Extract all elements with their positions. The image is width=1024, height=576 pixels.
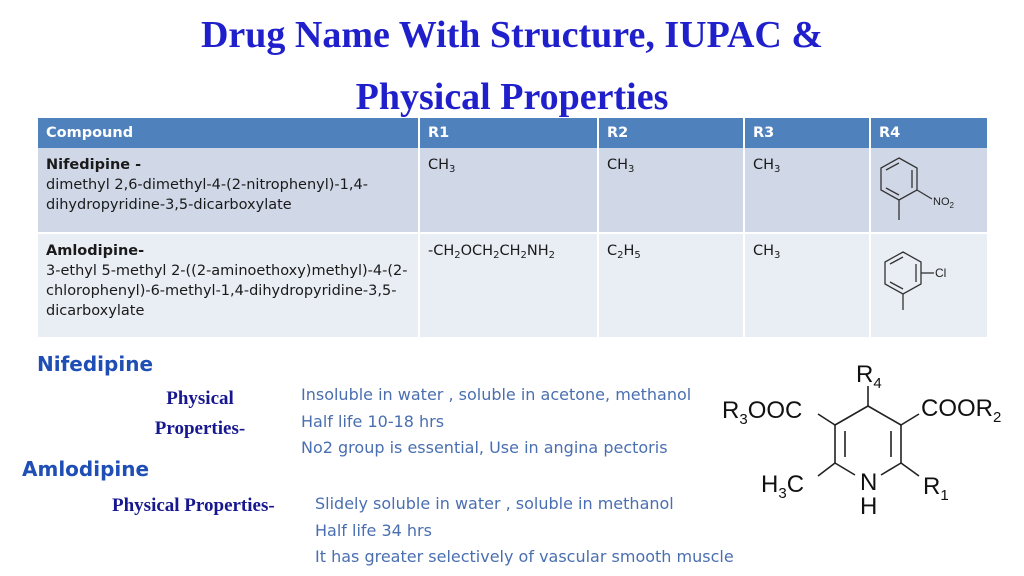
- list-item: Half life 34 hrs: [315, 520, 432, 540]
- title-line-2: Physical Properties: [355, 76, 669, 118]
- cell-r2: $CH_3$: [598, 148, 744, 233]
- table-row-amlodipine: [38, 233, 988, 337]
- cell-r2: $C_2H_5$: [598, 233, 744, 337]
- methyl-label: $H_3C$: [761, 471, 805, 502]
- compound-iupac: dimethyl 2,6-dimethyl-4-(2-nitrophenyl)-1,4-dihydropyridine-3,5-dicarboxylate: [46, 177, 368, 213]
- cell-r3: $CH_3$: [744, 233, 870, 337]
- nitrophenyl-structure: [871, 148, 989, 230]
- amlodipine-heading: Amlodipine: [22, 457, 150, 481]
- list-item: No2 group is essential, Use in angina pectoris: [301, 438, 668, 457]
- r2-ester-label: $COOR_2$: [921, 395, 1002, 426]
- header-compound: Compound: [38, 118, 419, 148]
- r1-label: $R_1$: [923, 473, 949, 504]
- compound-name: Amlodipine-: [46, 243, 145, 259]
- nifedipine-properties-list: [301, 382, 691, 462]
- svg-text:NO2: $NO_2$: [933, 196, 954, 210]
- nitrogen-label: N: [860, 469, 878, 496]
- list-item: Slidely soluble in water , soluble in methanol: [315, 494, 674, 513]
- drug-substituent-table: [38, 118, 989, 337]
- svg-text:Cl: Cl: [935, 266, 947, 280]
- cell-r1: $CH_3$: [419, 148, 598, 233]
- list-item: It has greater selectively of vascular smooth muscle: [315, 547, 734, 566]
- hydrogen-label: H: [860, 493, 878, 520]
- header-r2: R2: [598, 118, 744, 148]
- r3-ester-label: $R_3OOC$: [722, 397, 803, 428]
- header-r1: R1: [419, 118, 598, 148]
- cell-r4: [870, 233, 988, 337]
- title-line-1: Drug Name With Structure, IUPAC &: [200, 14, 824, 56]
- dihydropyridine-core-structure: [716, 352, 1022, 524]
- nifedipine-properties-label: Physical Properties-: [154, 388, 246, 439]
- cell-r3: $CH_3$: [744, 148, 870, 233]
- nifedipine-heading: Nifedipine: [37, 352, 154, 376]
- cell-r4: [870, 148, 988, 233]
- cell-compound: [38, 148, 419, 233]
- list-item: Insoluble in water , soluble in acetone, methanol: [301, 385, 692, 404]
- amlodipine-properties-label: Physical Properties-: [112, 495, 275, 516]
- table-header-row: [38, 118, 988, 148]
- header-r4: R4: [870, 118, 988, 148]
- header-r3: R3: [744, 118, 870, 148]
- page-title: [0, 4, 1024, 128]
- r4-label: $R_4$: [856, 361, 882, 392]
- chlorophenyl-structure: [871, 234, 989, 334]
- cell-compound: [38, 233, 419, 337]
- compound-name: Nifedipine -: [46, 157, 142, 173]
- cell-r1: $-CH_2OCH_2CH_2NH_2$: [419, 233, 598, 337]
- table-row-nifedipine: [38, 148, 988, 233]
- list-item: Half life 10-18 hrs: [301, 411, 445, 431]
- amlodipine-properties-list: [315, 491, 734, 571]
- compound-iupac: 3-ethyl 5-methyl 2-((2-aminoethoxy)methyl)-4-(2-chlorophenyl)-6-methyl-1,4-dihydropyridine-3,5-dicarboxylate: [46, 263, 408, 319]
